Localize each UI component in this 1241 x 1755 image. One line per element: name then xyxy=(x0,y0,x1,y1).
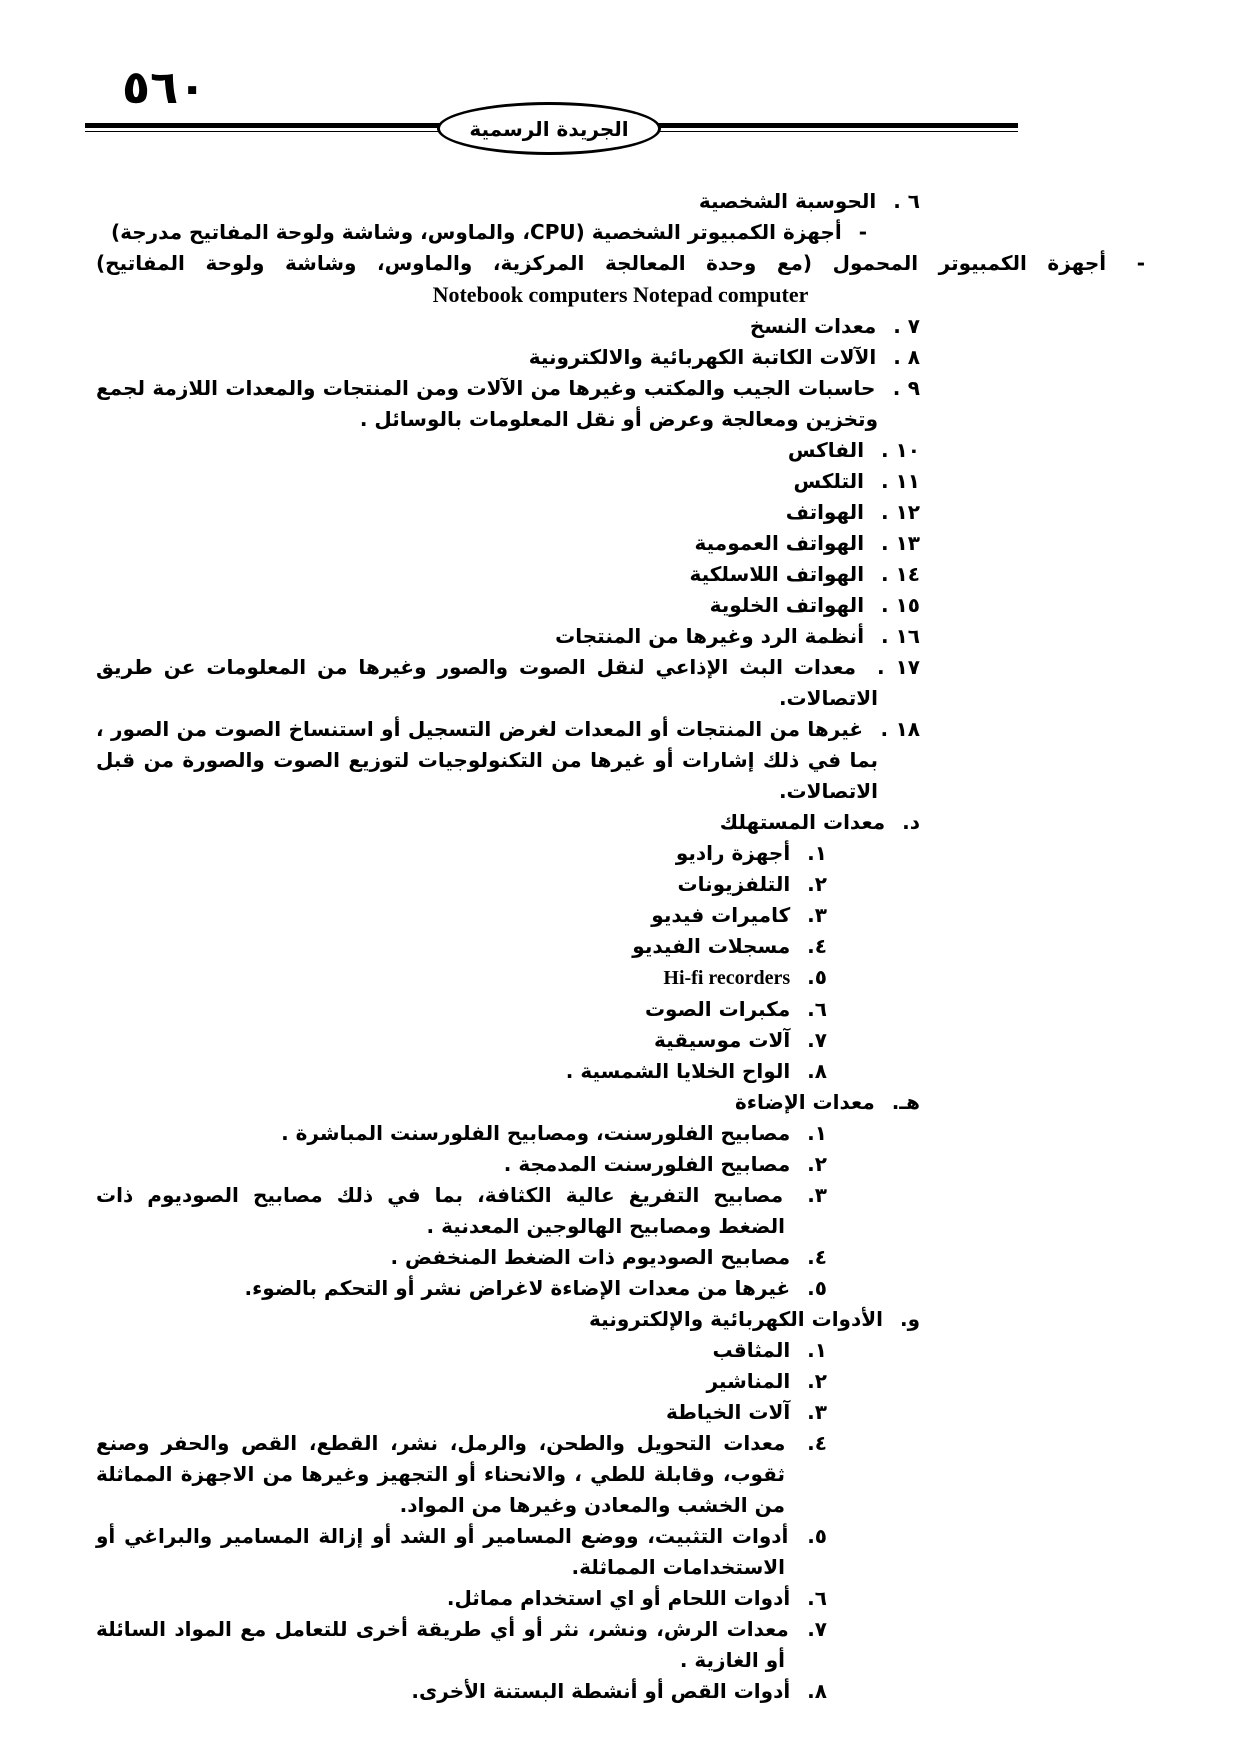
item-text: مصابيح الفلورسنت، ومصابيح الفلورسنت المباشرة . xyxy=(281,1121,791,1145)
item-marker: ١٥ . xyxy=(881,593,920,617)
item-text: أجهزة راديو xyxy=(675,841,791,865)
item-text: مصابيح الصوديوم ذات الضغط المنخفض . xyxy=(390,1245,791,1269)
item-text: معدات النسخ xyxy=(749,314,877,338)
item-text: آلات الخياطة xyxy=(665,1400,791,1424)
gazette-banner-title: الجريدة الرسمية xyxy=(469,116,629,141)
sub-list-item xyxy=(96,1366,827,1397)
item-marker: ١٤ . xyxy=(881,562,920,586)
item-text: مصابيح التفريغ عالية الكثافة، بما في ذلك مصابيح الصوديوم ذات الضغط ومصابيح الهالوجين المعدنية . xyxy=(96,1183,785,1238)
item-text: أجهزة الكمبيوتر المحمول (مع وحدة المعالجة المركزية، والماوس، وشاشة ولوحة المفاتيح) xyxy=(96,251,1107,275)
item-text: المناشير xyxy=(706,1369,791,1393)
item-text: أدوات التثبيت، ووضع المسامير أو الشد أو إزالة المسامير والبراغي أو الاستخدامات المماثلة. xyxy=(96,1524,789,1579)
item-marker: ٥. xyxy=(807,1276,827,1300)
sub-list-item xyxy=(96,1056,827,1087)
sub-list-item xyxy=(96,1180,827,1242)
item-text: مكبرات الصوت xyxy=(644,997,791,1021)
sub-list-item xyxy=(96,962,827,994)
item-marker: ٦. xyxy=(807,1586,827,1610)
item-marker: ١١ . xyxy=(881,469,920,493)
item-text: الفاكس xyxy=(787,438,865,462)
item-text: أدوات القص أو أنشطة البستنة الأخرى. xyxy=(411,1679,791,1703)
item-marker: ٨. xyxy=(807,1679,827,1703)
sub-list-item xyxy=(96,1676,827,1707)
item-text: التلفزيونات xyxy=(677,872,791,896)
sub-list-item xyxy=(96,1521,827,1583)
item-marker: ١٧ . xyxy=(877,655,921,679)
item-text: المثاقب xyxy=(712,1338,791,1362)
item-text: معدات البث الإذاعي لنقل الصوت والصور وغيرها من المعلومات عن طريق الاتصالات. xyxy=(96,655,878,710)
item-text: معدات المستهلك xyxy=(719,810,886,834)
item-text: الآلات الكاتبة الكهربائية والالكترونية xyxy=(528,345,877,369)
item-text: الهواتف xyxy=(785,500,865,524)
sub-list-item xyxy=(96,869,827,900)
list-item xyxy=(96,373,920,435)
dash-item xyxy=(96,217,867,248)
item-marker: ٥. xyxy=(807,1524,828,1548)
list-item xyxy=(96,311,920,342)
item-text: معدات الرش، ونشر، نثر أو أي طريقة أخرى للتعامل مع المواد السائلة أو الغازية . xyxy=(96,1617,789,1672)
item-marker: ٧. xyxy=(807,1028,827,1052)
list-item xyxy=(96,186,920,217)
item-marker: ٤. xyxy=(807,1245,827,1269)
item-marker: ٤. xyxy=(807,934,827,958)
item-text: الهواتف الخلوية xyxy=(709,593,865,617)
item-marker: ٤. xyxy=(807,1431,827,1455)
item-marker: ٦ . xyxy=(893,189,920,213)
item-marker: ٣. xyxy=(807,1400,827,1424)
item-text: غيرها من المنتجات أو المعدات لغرض التسجيل أو استنساخ الصوت من الصور ، بما في ذلك إشارات أو غيرها من التكنولوجيات لتوزيع الصوت والصورة من قبل الاتصالات. xyxy=(96,717,878,803)
document-body xyxy=(0,186,1241,1707)
item-marker: ٧ . xyxy=(893,314,920,338)
list-item xyxy=(96,466,920,497)
item-marker: هـ. xyxy=(891,1090,920,1114)
item-marker: ٨. xyxy=(807,1059,827,1083)
item-marker: ٢. xyxy=(807,872,827,896)
item-text: غيرها من معدات الإضاءة لاغراض نشر أو التحكم بالضوء. xyxy=(244,1276,791,1300)
sub-list-item xyxy=(96,1583,827,1614)
item-text: مسجلات الفيديو xyxy=(632,934,791,958)
item-text: أنظمة الرد وغيرها من المنتجات xyxy=(555,624,865,648)
item-text: آلات موسيقية xyxy=(653,1028,791,1052)
item-text: أجهزة الكمبيوتر الشخصية (CPU، والماوس، وشاشة ولوحة المفاتيح مدرجة) xyxy=(110,220,842,244)
gazette-banner xyxy=(437,102,661,155)
list-item xyxy=(96,435,920,466)
item-marker: ١٦ . xyxy=(881,624,920,648)
list-item xyxy=(96,497,920,528)
section-heading xyxy=(96,807,920,838)
item-text: مصابيح الفلورسنت المدمجة . xyxy=(503,1152,791,1176)
item-marker: ١. xyxy=(807,841,827,865)
latin-caption xyxy=(96,279,1145,311)
list-item xyxy=(96,590,920,621)
section-heading xyxy=(96,1087,920,1118)
item-text: حاسبات الجيب والمكتب وغيرها من الآلات ومن المنتجات والمعدات اللازمة لجمع وتخزين ومعالجة وعرض أو نقل المعلومات بالوسائل . xyxy=(96,376,878,431)
list-item xyxy=(96,528,920,559)
item-marker: ٧. xyxy=(807,1617,828,1641)
item-marker: و. xyxy=(899,1307,920,1331)
list-item xyxy=(96,652,920,714)
item-marker: - xyxy=(1136,251,1146,275)
item-text: الحوسبة الشخصية xyxy=(698,189,877,213)
item-marker: ٩ . xyxy=(892,376,920,400)
list-item xyxy=(96,342,920,373)
item-text: معدات الإضاءة xyxy=(734,1090,875,1114)
sub-list-item xyxy=(96,994,827,1025)
list-item xyxy=(96,621,920,652)
item-marker: ١٨ . xyxy=(880,717,920,741)
sub-list-item xyxy=(96,1025,827,1056)
sub-list-item xyxy=(96,1242,827,1273)
page-number: ٥٦٠ xyxy=(122,60,207,114)
sub-list-item xyxy=(96,1118,827,1149)
item-text: معدات التحويل والطحن، والرمل، نشر، القطع، القص والحفر وصنع ثقوب، وقابلة للطي ، والانحناء أو التجهيز وغيرها من الاجهزة المماثلة من الخشب والمعادن وغيرها من المواد. xyxy=(96,1431,786,1517)
item-marker: ٨ . xyxy=(893,345,920,369)
sub-list-item xyxy=(96,931,827,962)
item-text: أدوات اللحام أو اي استخدام مماثل. xyxy=(446,1586,791,1610)
sub-list-item xyxy=(96,838,827,869)
item-marker: ٢. xyxy=(807,1369,827,1393)
item-marker: ٥. xyxy=(807,965,827,989)
item-text: كاميرات فيديو xyxy=(651,903,791,927)
item-text: الواح الخلايا الشمسية . xyxy=(565,1059,791,1083)
sub-list-item xyxy=(96,1149,827,1180)
item-marker: ٣. xyxy=(807,903,827,927)
item-text: Notebook computers Notepad computer xyxy=(432,282,809,307)
list-item xyxy=(96,714,920,807)
sub-list-item xyxy=(96,1614,827,1676)
item-text: Hi-fi recorders xyxy=(663,967,791,989)
list-item xyxy=(96,559,920,590)
item-text: التلكس xyxy=(793,469,865,493)
sub-list-item xyxy=(96,1335,827,1366)
sub-list-item xyxy=(96,1273,827,1304)
item-marker: ١. xyxy=(807,1121,827,1145)
item-text: الهواتف العمومية xyxy=(694,531,865,555)
dash-item xyxy=(96,248,1145,279)
item-marker: ١. xyxy=(807,1338,827,1362)
item-marker: ١٢ . xyxy=(881,500,920,524)
item-marker: د. xyxy=(902,810,920,834)
item-text: الأدوات الكهربائية والإلكترونية xyxy=(589,1307,883,1331)
item-marker: ٦. xyxy=(807,997,827,1021)
sub-list-item xyxy=(96,900,827,931)
sub-list-item xyxy=(96,1397,827,1428)
item-text: الهواتف اللاسلكية xyxy=(689,562,865,586)
item-marker: - xyxy=(858,220,867,244)
item-marker: ١٠ . xyxy=(881,438,920,462)
sub-list-item xyxy=(96,1428,827,1521)
section-heading xyxy=(96,1304,920,1335)
item-marker: ٣. xyxy=(807,1183,828,1207)
item-marker: ١٣ . xyxy=(881,531,920,555)
item-marker: ٢. xyxy=(807,1152,827,1176)
